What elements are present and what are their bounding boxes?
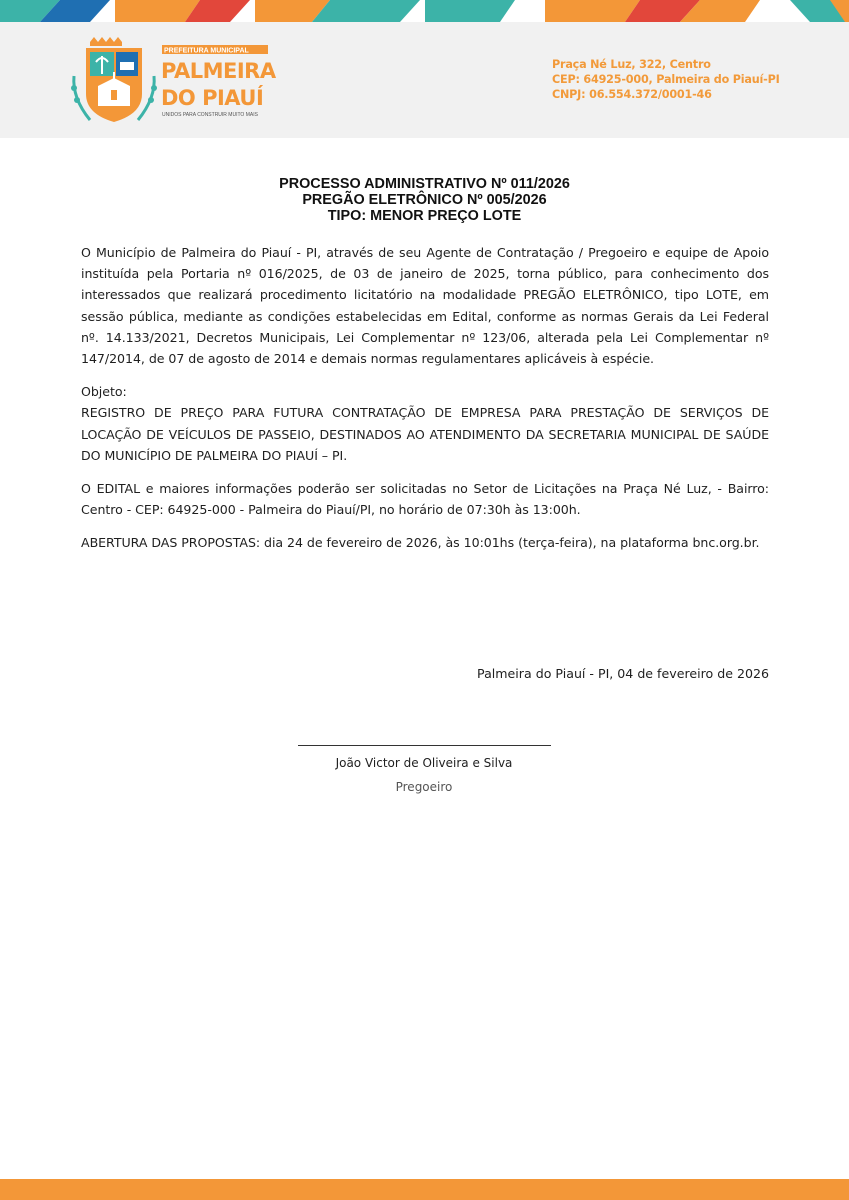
signatory-name: João Victor de Oliveira e Silva [335,756,513,770]
object-paragraph: REGISTRO DE PREÇO PARA FUTURA CONTRATAÇÃO DE EMPRESA PARA PRESTAÇÃO DE SERVIÇOS DE LOCAÇÃO DE VEÍCULOS DE PASSEIO, DESTINADOS AO ATENDIMENTO DA SECRETARIA MUNICIPAL DE SAÚDE DO MUNICÍPIO DE PALMEIRA DO PIAUÍ – PI. [81,405,769,463]
letterhead [0,0,849,138]
type-title: TIPO: MENOR PREÇO LOTE [327,208,522,224]
signature-line [298,745,551,746]
document-titles [80,176,769,224]
address-line-street: Praça Né Luz, 322, Centro [552,58,711,71]
place-date: Palmeira do Piauí - PI, 04 de fevereiro de 2026 [477,666,769,681]
object-label: Objeto: [81,384,127,400]
process-title: PROCESSO ADMINISTRATIVO Nº 011/2026 [279,176,570,192]
auction-title: PREGÃO ELETRÔNICO Nº 005/2026 [302,192,547,208]
edital-paragraph: O EDITAL e maiores informações poderão ser solicitadas no Setor de Licitações na Praça Né Luz, - Bairro: Centro - CEP: 64925-000 - Palmeira do Piauí/PI, no horário de 07:30h às 13:00h. [81,481,769,518]
notice-body [81,242,769,554]
address-line-cnpj: CNPJ: 06.554.372/0001-46 [552,88,712,101]
decorative-stripe [0,0,849,22]
opening-paragraph: ABERTURA DAS PROPOSTAS: dia 24 de fevereiro de 2026, às 10:01hs (terça-feira), na plataforma bnc.org.br. [81,535,760,551]
logo-slogan: UNIDOS PARA CONSTRUIR MUITO MAIS [162,112,258,118]
address-block [552,57,842,102]
logo-name-line1: PALMEIRA [161,59,276,83]
municipality-logo [68,36,278,128]
logo-name-line2: DO PIAUÍ [161,86,264,110]
address-line-cep: CEP: 64925-000, Palmeira do Piauí-PI [552,73,780,86]
signatory-role: Pregoeiro [395,780,453,794]
logo-caption: PREFEITURA MUNICIPAL [164,47,249,55]
footer-bar [0,1179,849,1200]
intro-paragraph: O Município de Palmeira do Piauí - PI, através de seu Agente de Contratação / Pregoeiro e equipe de Apoio instituída pela Portaria nº 016/2025, de 03 de janeiro de 2025, torna público, para conhecimento dos interessados que realizará procedimento licitatório na modalidade PREGÃO ELETRÔNICO, tipo LOTE, em sessão pública, mediante as condições estabelecidas em Edital, conforme as normas Gerais da Lei Federal nº. 14.133/2021, Decretos Municipais, Lei Complementar nº 123/06, alterada pela Lei Complementar nº 147/2014, de 07 de agosto de 2014 e demais normas regulamentares aplicáveis à espécie. [81,245,769,367]
